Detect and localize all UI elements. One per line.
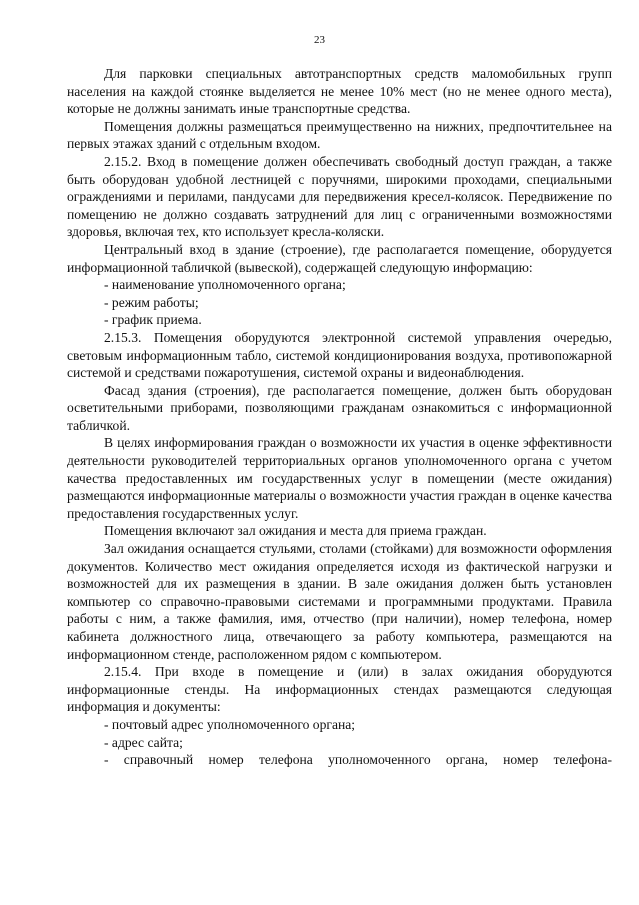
paragraph-waiting-hall-and-reception: Помещения включают зал ожидания и места для приема граждан. <box>104 523 487 539</box>
paragraph-parking: Для парковки специальных автотранспортных средств маломобильных групп населения на каждой стоянке выделяется не менее 10% мест (но не менее одного места), которые не должны занимать иные транспортные средства. <box>67 66 612 117</box>
paragraph-2-15-2-entrance: 2.15.2. Вход в помещение должен обеспечивать свободный доступ граждан, а также быть оборудован удобной лестницей с поручнями, широкими проходами, специальными ограждениями и перилами, пандусами для передвижения кресел-колясок. Передвижение по помещению не должно создавать затруднений для лиц с ограниченными возможностями здоровья, включая тех, кто использует кресла-коляски. <box>67 153 612 240</box>
paragraph-central-entrance-sign: Центральный вход в здание (строение), где располагается помещение, оборудуется информационной табличкой (вывеской), содержащей следующую информацию: <box>67 241 612 275</box>
paragraph-evaluation-information: В целях информирования граждан о возможности их участия в оценке эффективности деятельности руководителей территориальных органов уполномоченного органа с учетом качества предоставленных им государственных услуг в помещении (месте ожидания) размещаются информационные материалы о возможности участия граждан в оценке качества предоставления государственных услуг. <box>67 435 612 521</box>
paragraph-premises-floors: Помещения должны размещаться преимущественно на нижних, предпочтительнее на первых этажах зданий с отдельным входом. <box>67 118 612 152</box>
list-item-website-address: - адрес сайта; <box>104 734 183 750</box>
page-number: 23 <box>314 34 325 46</box>
paragraph-facade-lighting: Фасад здания (строения), где располагается помещение, должен быть оборудован осветительными приборами, позволяющими гражданам ознакомиться с информационной табличкой. <box>67 382 612 433</box>
list-item-authority-name: - наименование уполномоченного органа; <box>104 277 346 293</box>
list-item-working-hours: - режим работы; <box>104 294 199 310</box>
paragraph-waiting-hall-equipment: Зал ожидания оснащается стульями, столами (стойками) для возможности оформления документов. Количество мест ожидания определяется исходя из фактической нагрузки и возможностей для их размещения в здании. В зале ожидания должен быть установлен компьютер со справочно-правовыми системами и программными продуктами. Правила работы с ним, а также фамилия, имя, отчество (при наличии), номер телефона, номер кабинета должностного лица, отвечающего за работу компьютера, размещаются на информационном стенде, расположенном рядом с компьютером. <box>67 541 612 662</box>
document-body <box>67 65 612 769</box>
list-item-reception-schedule: - график приема. <box>104 312 202 328</box>
paragraph-2-15-3-equipment: 2.15.3. Помещения оборудуются электронной системой управления очередью, световым информационным табло, системой кондиционирования воздуха, противопожарной системой и средствами пожаротушения, системой охраны и видеонаблюдения. <box>67 329 612 381</box>
list-item-postal-address: - почтовый адрес уполномоченного органа; <box>104 716 356 732</box>
list-item-reference-phone: - справочный номер телефона уполномоченного органа, номер телефона- <box>104 752 612 768</box>
paragraph-2-15-4-info-stands: 2.15.4. При входе в помещение и (или) в залах ожидания оборудуются информационные стенды. На информационных стендах размещаются следующая информация и документы: <box>67 664 612 715</box>
